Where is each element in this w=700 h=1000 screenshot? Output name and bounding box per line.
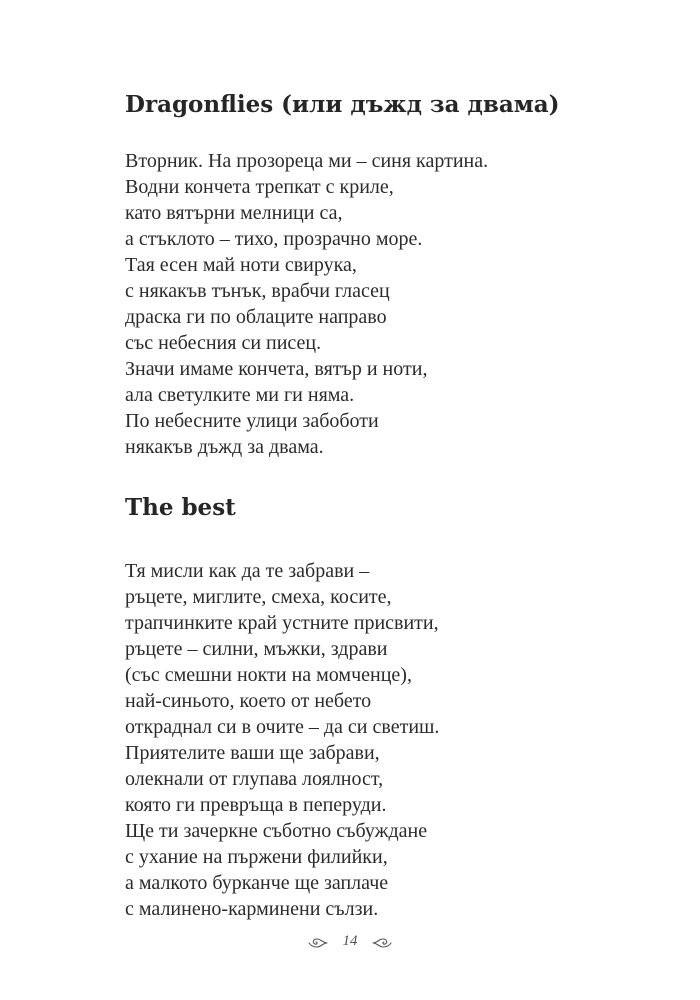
poem-line: ръцете – силни, мъжки, здрави	[125, 638, 388, 660]
poem-line: с малинено-карминени сълзи.	[125, 898, 379, 920]
poem-line: трапчинките край устните присвити,	[125, 612, 439, 634]
poem-line: а малкото бурканче ще заплаче	[125, 872, 389, 894]
poem-line: с някакъв тънък, врабчи гласец	[125, 280, 390, 302]
poem-line: Водни кончета трепкат с криле,	[125, 176, 394, 198]
poem-title: Dragonflies (или дъжд за двама)	[125, 91, 560, 118]
poem-line: ала светулките ми ги няма.	[125, 384, 355, 406]
poem-line: откраднал си в очите – да си светиш.	[125, 716, 440, 738]
poem-body	[125, 558, 645, 922]
poem-line: със небесния си писец.	[125, 332, 322, 354]
poem-line: която ги превръща в пеперуди.	[125, 794, 387, 816]
poem-line: с ухание на пържени филийки,	[125, 846, 388, 868]
poem-line: а стъклото – тихо, прозрачно море.	[125, 228, 423, 250]
poem-title: The best	[125, 494, 236, 521]
poem-line: Тя мисли как да те забрави –	[125, 560, 370, 582]
page-footer	[0, 930, 700, 951]
poem-line: По небесните улици забоботи	[125, 410, 379, 432]
poem-line: някакъв дъжд за двама.	[125, 436, 324, 458]
poem-line: Ще ти зачеркне съботно събуждане	[125, 820, 428, 842]
poem-dragonflies	[125, 88, 645, 460]
poem-line: олекнали от глупава лоялност,	[125, 768, 384, 790]
poem-line: Тая есен май ноти свирука,	[125, 254, 357, 276]
poem-line: (със смешни нокти на момченце),	[125, 664, 412, 686]
poem-line: Приятелите ваши ще забрави,	[125, 742, 380, 764]
poem-the-best	[125, 491, 645, 922]
fleuron-right-icon	[371, 935, 393, 947]
page-number: 14	[342, 932, 358, 949]
poem-body	[125, 148, 645, 460]
poem-line: като вятърни мелници са,	[125, 202, 343, 224]
poem-line: Значи имаме кончета, вятър и ноти,	[125, 358, 428, 380]
poem-line: драска ги по облаците направо	[125, 306, 387, 328]
poem-line: най-синьото, което от небето	[125, 690, 372, 712]
poem-line: ръцете, миглите, смеха, косите,	[125, 586, 392, 608]
fleuron-left-icon	[307, 935, 329, 947]
poem-line: Вторник. На прозореца ми – синя картина.	[125, 150, 489, 172]
